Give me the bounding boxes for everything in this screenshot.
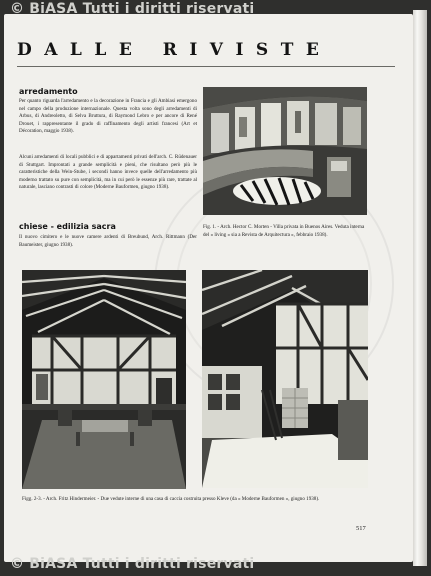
copyright-watermark-bottom: © BiASA Tutti i diritti riservati [10,556,255,572]
paragraph-arredamento-2: Alcuni arredamenti di locali pubblici e di appartamenti privati dell'arch. C. Rüdenauer di Stuttgart. Improntati a grande semplicità e pieni, che risultano però più le caratteristiche della Wein-Stube, i secondi hanno invece quelle dell'arredamento più moderno trattato su pure con semplicità, ma in cui però le essenze più rare, trattate al naturale, lasciano contrasti di colore (Moderne Bauformen, giugno 1938). [19,154,197,190]
page-edge [413,10,427,566]
copyright-watermark-top: © BiASA Tutti i diritti riservati [10,1,255,17]
title-rule [17,66,395,67]
photo-fig3-gallery-view [202,270,368,488]
heading-chiese: chiese - edilizia sacra [19,222,116,231]
photo-fig1-living-room [203,87,367,215]
page-number: 517 [356,525,366,532]
heading-arredamento: arredamento [19,87,78,96]
caption-fig2-3: Figg. 2-3. - Arch. Fritz Hindermeier. - Due vedute interne di una casa di caccia costruita presso Kleve (da « Moderne Bauformen », giugno 1938). [22,496,320,502]
section-title: DALLE RIVISTE [17,40,332,60]
paragraph-chiese-1: Il nuovo cimitero e le nuove camere ardenti di Breubund, Arch. Rittmann (Der Baumeister, giugno 1938). [19,234,197,248]
paragraph-arredamento-1: Per quanto riguarda l'arredamento e la decorazione in Francia e gli Ambiasi emergono nel campo della produzione internazionale. Questa volta sono degli arredamenti di Arbus, di Andreoletto, di Selva Bruttura, di Raymond Lebro e per ancore di René Drouet, i rappresentante il grado di raffinamento degli artisti francesi (Art et Décoration, maggio 1938). [19,98,197,134]
caption-fig1: Fig. 1. - Arch. Hector C. Morten - Villa privata in Buenos Aires. Veduta interna del « living » sia a Revista de Arquitectura », febbraio 1938). [203,224,365,238]
photo-fig2-timber-hall [22,270,186,489]
